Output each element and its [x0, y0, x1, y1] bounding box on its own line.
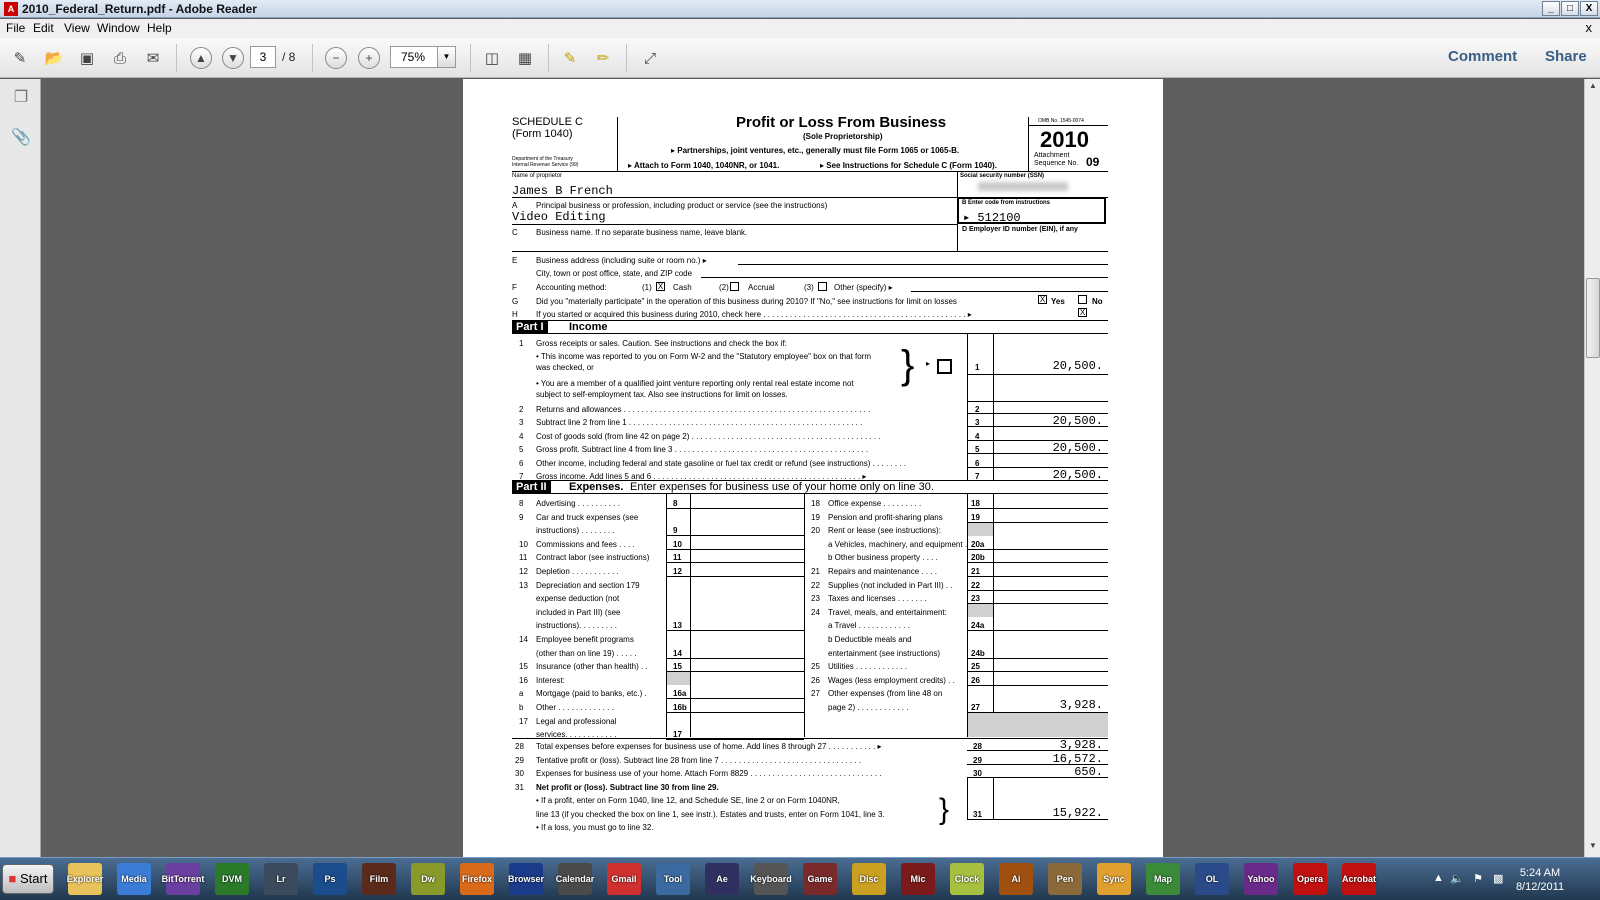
- expense-line-label: instructions). . . . . . . . .: [536, 621, 617, 631]
- expense-line-label: b Other business property . . . .: [828, 553, 938, 563]
- accounting-method-label: Accounting method:: [536, 283, 607, 292]
- expense-line-label: expense deduction (not: [536, 594, 620, 604]
- taskbar-app-acrobat[interactable]: Acrobat: [1342, 863, 1376, 895]
- line-b-label: B Enter code from instructions: [962, 200, 1051, 206]
- expense-box-number: 20b: [971, 553, 985, 563]
- expense-line-number: 24: [811, 607, 820, 617]
- create-pdf-icon[interactable]: ✎: [13, 50, 27, 67]
- cash-checkbox[interactable]: X: [657, 282, 664, 291]
- accrual-label: Accrual: [748, 283, 775, 292]
- part1-label: Part I: [512, 321, 548, 333]
- menu-view[interactable]: View: [64, 21, 90, 35]
- fit-width-icon[interactable]: ▦: [517, 50, 533, 67]
- expense-line-number: 22: [811, 580, 820, 590]
- expense-amount-field[interactable]: [993, 646, 1106, 658]
- expense-line-number: 15: [519, 662, 528, 672]
- line7-text: Gross income. Add lines 5 and 6 . . . . . . . . . . . . . . . . . . . . . . . . . . . . . . . . . . . . . . . . . . . . . . . ▸: [536, 472, 867, 481]
- attachments-icon[interactable]: 📎: [11, 129, 31, 146]
- expense-line-number: 25: [811, 662, 820, 672]
- line4-text: Cost of goods sold (from line 42 on page 2) . . . . . . . . . . . . . . . . . . . . . . . . . . . . . . . . . . . . . . . . . . .: [536, 432, 881, 441]
- method-1-num: (1): [642, 283, 652, 292]
- statutory-employee-checkbox[interactable]: [937, 359, 952, 374]
- adobe-reader-icon: A: [4, 2, 18, 16]
- menu-file[interactable]: File: [6, 21, 26, 35]
- expense-box-number: 24a: [971, 621, 985, 631]
- expense-line-number: 19: [811, 512, 820, 522]
- expense-box-number: 9: [673, 526, 678, 536]
- page-thumbnails-icon[interactable]: ❐: [13, 89, 29, 106]
- line-e-city: City, town or post office, state, and ZIP code: [536, 269, 693, 278]
- line-h-label: If you started or acquired this business during 2010, check here . . . . . . . . . . . . . . . . . . . . . . . . . . . . . . . . . . . . . . . . . . . . . . ▸: [536, 310, 972, 319]
- taskbar-app-ol[interactable]: OL: [1195, 863, 1229, 895]
- page-total: / 8: [282, 50, 296, 64]
- line-e-label: Business address (including suite or room no.) ▸: [536, 256, 707, 265]
- started-business-checkbox[interactable]: X: [1079, 308, 1086, 317]
- expense-line-label: Depletion . . . . . . . . . . .: [536, 567, 619, 576]
- other-method-checkbox[interactable]: [818, 282, 827, 291]
- part1-title: Income: [569, 321, 608, 333]
- part2-label: Part II: [512, 481, 551, 493]
- document-close-icon[interactable]: x: [1585, 20, 1592, 35]
- expense-row-rule: [666, 712, 804, 713]
- expense-line-label: Office expense . . . . . . . . .: [828, 499, 922, 508]
- expense-amount-field[interactable]: [993, 591, 1106, 603]
- expense-box-number: 8: [673, 499, 678, 508]
- expense-box-number: 25: [971, 662, 980, 672]
- taskbar-app-bittorrent[interactable]: BitTorrent: [166, 863, 200, 895]
- expense-line-number: 8: [519, 499, 524, 508]
- comment-button[interactable]: Comment: [1448, 48, 1518, 65]
- expense-line-label: Depreciation and section 179: [536, 580, 640, 590]
- line28-text: Total expenses before expenses for business use of home. Add lines 8 through 27 . . . . . . . . . . . ▸: [536, 742, 882, 751]
- expense-row-rule: [666, 630, 804, 631]
- expense-line-label: Rent or lease (see instructions):: [828, 526, 941, 536]
- expense-line-number: b: [519, 703, 524, 712]
- scroll-thumb[interactable]: [1586, 278, 1600, 358]
- zoom-in-icon[interactable]: +: [358, 47, 380, 69]
- brace-icon: }: [939, 793, 950, 826]
- menu-edit[interactable]: Edit: [33, 21, 54, 35]
- taskbar: [0, 857, 1600, 900]
- taskbar-app-keyboard[interactable]: Keyboard: [754, 863, 788, 895]
- participate-no-checkbox[interactable]: [1078, 295, 1087, 304]
- expense-line-number: 14: [519, 635, 528, 644]
- expense-row-rule: [666, 576, 804, 577]
- no-label: No: [1092, 297, 1103, 306]
- line-d-label: D Employer ID number (EIN), if any: [962, 226, 1078, 233]
- expense-line-label: entertainment (see instructions): [828, 648, 941, 658]
- next-page-icon[interactable]: ▼: [222, 47, 244, 69]
- sequence-number: 09: [1086, 155, 1100, 169]
- line-a-label: Principal business or profession, including product or service (see the instructions): [536, 201, 828, 210]
- expense-line-label: Repairs and maintenance . . . .: [828, 567, 937, 576]
- pdf-page: SCHEDULE C (Form 1040) Department of the Treasury Internal Revenue Service (99) Profit or Loss From Business (Sole Proprietorship) ▸ Partnerships, joint ventures, etc., generally must file Form 1065 or 1065-B. ▸ Attach to Form 1040, 1040NR, or 1041. ▸ See Instructions for Schedule C (Form 1040). OMB No. 1545-0074 2010 Attachment Sequence No. 09 Name of proprietor James B French Social security number (SSN) A Principal business or profession, including product or service (see the instructions) Video Editing B Enter code from instructions ▸ 512100 C Business name. If no separate business name, leave blank. D Employer ID number (EIN), if any E Business address (including suite or room no.) ▸ City, town or post office, state, and ZIP code F Accounting method: (1) X Cash (2) Accrual (3) Other (specify) ▸ G Did you "materially participate" in the operation of this business during 2010? If "No," see instructions for limit on losses X Yes No H If you started or acquired this business during 2010, check here . . . . . . . . . . . . . . . . . . . . . . . . . . . . . . . . . . . . . . . . . . . . . . ▸ X Part I Income 1 Gross receipts or sales. Caution. See instructions and check the box if: • This income was reported to you on Form W-2 and the "Statutory employee" box on that form was checked, or • You are a member of a qualified joint venture reporting only rental real estate income not subject to self-employment tax. Also see instructions for limit on losses. } ▸ 1 20,500. 2 Returns and allowances . . . . . . . . . . . . . . . . . . . . . . . . . . . . . . . . . . . . . . . . . . . . . . . . . . . . . . . . 2 3 Subtract line 2 from line 1 . . . . . . . . . . . . . . . . . . . . . . . . . . . . . . . . . . . . . . . . . . . . . . . . . . . . . 3 20,500. 4 Cost of goods sold (from line 42 on page 2) . . . . . . . . . . . . . . . . . . . . . . . . . . . . . . . . . . . . . . . . . . . 4 5 Gross profit. Subtract line 4 from line 3 . . . . . . . . . . . . . . . . . . . . . . . . . . . . . . . . . . . . . . . . . . . . 5 20,500. 6 Other income, including federal and state gasoline or fuel tax credit or refund (see instructions) . . . . . . . . 6 7 Gross income. Add lines 5 and 6 . . . . . . . . . . . . . . . . . . . . . . . . . . . . . . . . . . . . . . . . . . . . . . . ▸ 7 20,500. Part II Expenses. Enter expenses for business use of your home only on line 30. 3,928. 28 Total expenses before expenses for business use of home. Add lines 8 through 27 . . . . . . . . . . . ▸ 28 3,928. 29 Tentative profit or (loss). Subtract line 28 from line 7 . . . . . . . . . . . . . . . . . . . . . . . . . . . . . . . . 29 16,572. 30 Expenses for business use of your home. Attach Form 8829 . . . . . . . . . . . . . . . . . . . . . . . . . . . . . . 30 650. 31 Net profit or (loss). Subtract line 30 from line 29. • If a profit, enter on Form 1040, line 12, and Schedule SE, line 2 or on Form 1040NR, line 13 (if you checked the box on line 1, see instr.). Estates and trusts, enter on Form 1041, line 3. • If a loss, you must go to line 32. } 31 15,922. 8 Advertising . . . . . . . . . . 8 9 Car and truck expenses (see instructions) . . . . . . . . 9 10 Commissions and fees . . . . 10 11 Contract labor (see instructions) 11 12 Depletion . . . . . . . . . . . 12 13 Depreciation and section 179 expense deduction (not included in Part III) (see instructions). . . . . . . . . 13 14 Employee benefit programs (other than on line 19) . . . . . 14 15 Insurance (other than health) . . 15 16 Interest: a Mortgage (paid to banks, etc.) . 16a b Other . . . . . . . . . . . . . 16b 17 Legal and professional services. . . . . . . . . . . . 17 18 Office expense . . . . . . . . . 18 19 Pension and profit-sharing plans 19 20 Rent or lease (see instructions): a Vehicles, machinery, and equipment . 20a b Other business property . . . . 20b 21 Repairs and maintenance . . . . 21 22 Supplies (not included in Part III) . . 22 23 Taxes and licenses . . . . . . . 23 24 Travel, meals, and entertainment: a Travel . . . . . . . . . . . . 24a b Deductible meals and entertainment (see instructions) 24b 25 Utilities . . . . . . . . . . . . 25 26 Wages (less employment credits) . . 26 27 Other expenses (from line 48 on page 2) . . . . . . . . . . . . 27: [463, 79, 1163, 857]
- taskbar-app-pen[interactable]: Pen: [1048, 863, 1082, 895]
- part2-note: Enter expenses for business use of your home only on line 30.: [630, 481, 934, 493]
- expense-line-label: included in Part III) (see: [536, 607, 621, 617]
- expense-row-rule: [666, 739, 804, 740]
- scroll-up-icon[interactable]: ▲: [1589, 81, 1597, 90]
- line-e-letter: E: [512, 256, 518, 265]
- expense-box-number: 18: [971, 499, 980, 508]
- participate-yes-checkbox[interactable]: X: [1039, 295, 1046, 304]
- expense-line-label: instructions) . . . . . . . .: [536, 526, 615, 536]
- taskbar-app-ps[interactable]: Ps: [313, 863, 347, 895]
- expense-line-number: 12: [519, 567, 528, 576]
- expense-line-number: 17: [519, 716, 528, 726]
- window-controls: [1542, 1, 1598, 16]
- start-button[interactable]: ■ Start: [2, 864, 54, 894]
- expense-box-number: 27: [971, 703, 980, 712]
- expense-line-label: Wages (less employment credits) . .: [828, 675, 955, 685]
- form-subtitle: (Sole Proprietorship): [803, 132, 883, 141]
- taskbar-app-yahoo[interactable]: Yahoo: [1244, 863, 1278, 895]
- expense-line-number: 13: [519, 580, 528, 590]
- line1-statutory: • This income was reported to you on Form W-2 and the "Statutory employee" box on that form: [536, 352, 872, 361]
- expense-box-number: 12: [673, 567, 682, 576]
- brace-icon: }: [901, 343, 915, 387]
- line-c-letter: C: [512, 228, 518, 237]
- expense-line-label: Taxes and licenses . . . . . . .: [828, 594, 927, 604]
- form-title: Profit or Loss From Business: [736, 114, 947, 131]
- taskbar-app-sync[interactable]: Sync: [1097, 863, 1131, 895]
- share-button[interactable]: Share: [1545, 48, 1587, 65]
- expense-line-number: 18: [811, 499, 820, 508]
- expense-line-label: Pension and profit-sharing plans: [828, 512, 943, 522]
- flag-icon[interactable]: ⚑: [1473, 873, 1483, 885]
- yes-label: Yes: [1051, 297, 1065, 306]
- line1-self-employment: subject to self-employment tax. Also see instructions for limit on losses.: [536, 390, 788, 399]
- schedule-label: SCHEDULE C: [512, 116, 583, 128]
- expense-line-label: Utilities . . . . . . . . . . . .: [828, 662, 908, 672]
- expense-line-number: 9: [519, 512, 524, 522]
- expense-box-number: 17: [673, 730, 682, 740]
- save-icon[interactable]: ▣: [79, 50, 95, 67]
- expense-line-label: Employee benefit programs: [536, 635, 634, 644]
- expense-line-number: 26: [811, 675, 820, 685]
- expense-box-number: 15: [673, 662, 682, 672]
- expense-amount-field[interactable]: [692, 550, 802, 562]
- proprietor-name[interactable]: James B French: [512, 184, 613, 198]
- expense-box-number: 16b: [673, 703, 687, 712]
- taskbar-app-firefox[interactable]: Firefox: [460, 863, 494, 895]
- other-method-label: Other (specify) ▸: [834, 283, 893, 292]
- taskbar-app-ai[interactable]: Ai: [999, 863, 1033, 895]
- line29-text: Tentative profit or (loss). Subtract line 28 from line 7 . . . . . . . . . . . . . . . . . . . . . . . . . . . . . . . .: [536, 756, 861, 765]
- expense-row-rule: [967, 712, 1108, 713]
- minimize-button[interactable]: _: [1542, 1, 1560, 16]
- expense-amount-field[interactable]: [692, 537, 802, 549]
- expense-line-label: b Deductible meals and: [828, 635, 912, 644]
- expense-line-number: 10: [519, 539, 528, 549]
- irs-label: Internal Revenue Service (99): [512, 162, 579, 168]
- previous-page-icon[interactable]: ▲: [190, 47, 212, 69]
- expense-amount-field[interactable]: [692, 686, 802, 698]
- name-label: Name of proprietor: [512, 173, 563, 179]
- expense-line-label: a Travel . . . . . . . . . . . .: [828, 621, 910, 631]
- scroll-down-icon[interactable]: ▼: [1589, 841, 1597, 850]
- taskbar-app-gmail[interactable]: Gmail: [607, 863, 641, 895]
- expense-box-number: 20a: [971, 539, 985, 549]
- expense-box-number: 23: [971, 594, 980, 604]
- taskbar-app-explorer[interactable]: Explorer: [68, 863, 102, 895]
- expense-amount-field[interactable]: [692, 496, 802, 508]
- document-viewer[interactable]: [42, 79, 1584, 857]
- line-c-label: Business name. If no separate business name, leave blank.: [536, 228, 748, 237]
- expense-amount-field[interactable]: [993, 510, 1106, 522]
- expense-line-number: 23: [811, 594, 820, 604]
- expense-line-label: (other than on line 19) . . . . .: [536, 648, 637, 658]
- menu-bar: [0, 19, 1600, 38]
- start-label: Start: [20, 871, 48, 886]
- attach-note: ▸ Attach to Form 1040, 1040NR, or 1041.: [628, 161, 780, 170]
- expense-line-label: a Vehicles, machinery, and equipment .: [828, 539, 968, 549]
- taskbar-app-media[interactable]: Media: [117, 863, 151, 895]
- expense-amount-field[interactable]: [692, 659, 802, 671]
- line-a-letter: A: [512, 201, 518, 210]
- volume-icon[interactable]: 🔈: [1450, 873, 1464, 885]
- expense-box-number: 13: [673, 621, 682, 631]
- line2-text: Returns and allowances . . . . . . . . . . . . . . . . . . . . . . . . . . . . . . . . . . . . . . . . . . . . . . . . . . . . . . . .: [536, 405, 871, 414]
- expense-row-rule: [666, 508, 804, 509]
- clock-time: 5:24 AM: [1519, 867, 1561, 879]
- print-icon[interactable]: ⎙: [113, 49, 126, 67]
- expense-amount-field[interactable]: [993, 700, 1106, 712]
- line30-amount[interactable]: 650.: [1074, 765, 1103, 779]
- taskbar-app-calendar[interactable]: Calendar: [558, 863, 592, 895]
- expense-box-number: 11: [673, 553, 682, 563]
- cash-label: Cash: [673, 283, 692, 292]
- window-title: 2010_Federal_Return.pdf - Adobe Reader: [22, 2, 257, 16]
- expense-box-number: 21: [971, 567, 980, 576]
- omb-number: OMB No. 1545-0074: [1038, 118, 1084, 124]
- title-bar: [0, 0, 1600, 18]
- expense-box-number: 24b: [971, 648, 985, 658]
- dept-label: Department of the Treasury: [512, 156, 573, 162]
- expense-row-rule: [967, 630, 1108, 631]
- expense-amount-field[interactable]: [993, 578, 1106, 590]
- line7-amount[interactable]: 20,500.: [1052, 468, 1103, 482]
- fit-page-icon[interactable]: ◫: [484, 50, 500, 67]
- zoom-value: 75%: [401, 50, 426, 64]
- taskbar-app-clock[interactable]: Clock: [950, 863, 984, 895]
- expense-line-label: Advertising . . . . . . . . . .: [536, 499, 621, 508]
- method-3-num: (3): [804, 283, 814, 292]
- expense-amount-field[interactable]: [993, 673, 1106, 685]
- expense-amount-field[interactable]: [993, 550, 1106, 562]
- line6-text: Other income, including federal and state gasoline or fuel tax credit or refund (see instructions) . . . . . . . .: [536, 459, 906, 468]
- sticky-note-icon[interactable]: ✎: [563, 50, 577, 67]
- zoom-out-icon[interactable]: −: [325, 47, 347, 69]
- expense-line-label: Mortgage (paid to banks, etc.) .: [536, 689, 647, 699]
- toolbar: [0, 38, 1600, 78]
- expense-box-number: 19: [971, 512, 980, 522]
- expense-amount-field[interactable]: [692, 727, 802, 739]
- form-number: (Form 1040): [512, 128, 573, 140]
- taskbar-app-film[interactable]: Film: [362, 863, 396, 895]
- navigation-panel: [0, 79, 41, 857]
- ssn-redacted: [978, 182, 1068, 191]
- taskbar-app-ae[interactable]: Ae: [705, 863, 739, 895]
- expense-box-number: 10: [673, 539, 682, 549]
- line30-text: Expenses for business use of your home. Attach Form 8829 . . . . . . . . . . . . . . . . . . . . . . . . . . . . . .: [536, 769, 882, 778]
- line29-amount[interactable]: 16,572.: [1052, 752, 1103, 766]
- chevron-down-icon[interactable]: ▼: [437, 47, 455, 67]
- expense-line-number: 27: [811, 689, 820, 699]
- expense-line-number: a: [519, 689, 524, 699]
- expense-amount-field[interactable]: [993, 496, 1106, 508]
- line3-text: Subtract line 2 from line 1 . . . . . . . . . . . . . . . . . . . . . . . . . . . . . . . . . . . . . . . . . . . . . . . . . . . . .: [536, 418, 863, 427]
- business-code[interactable]: ▸ 512100: [963, 211, 1021, 225]
- line1-text: Gross receipts or sales. Caution. See instructions and check the box if:: [536, 339, 787, 348]
- full-screen-icon[interactable]: ⤢: [643, 49, 656, 67]
- expense-line-label: Car and truck expenses (see: [536, 512, 639, 522]
- expense-row-rule: [967, 685, 1108, 686]
- taskbar-app-opera[interactable]: Opera: [1293, 863, 1327, 895]
- sequence-label: Sequence No.: [1034, 160, 1079, 167]
- taskbar-app-disc[interactable]: Disc: [852, 863, 886, 895]
- menu-help[interactable]: Help: [147, 21, 172, 35]
- expense-box-number: 26: [971, 675, 980, 685]
- line28-amount[interactable]: 3,928.: [1059, 738, 1103, 752]
- expense-box-number: 16a: [673, 689, 687, 699]
- expense-amount-field[interactable]: [692, 618, 802, 630]
- expense-line-number: 16: [519, 675, 528, 685]
- taskbar-app-mic[interactable]: Mic: [901, 863, 935, 895]
- taskbar-app-map[interactable]: Map: [1146, 863, 1180, 895]
- method-2-num: (2): [719, 283, 729, 292]
- open-icon[interactable]: 📂: [44, 50, 64, 67]
- expense-line-label: Other . . . . . . . . . . . . .: [536, 703, 614, 712]
- expense-line-label: page 2) . . . . . . . . . . . .: [828, 703, 909, 712]
- arrow-icon: ▸: [926, 359, 931, 368]
- expense-line-number: 21: [811, 567, 820, 576]
- line-g-label: Did you "materially participate" in the operation of this business during 2010? If "No," see instructions for limit on losses: [536, 297, 957, 306]
- line3-amount[interactable]: 20,500.: [1052, 414, 1103, 428]
- expense-line-label: Commissions and fees . . . .: [536, 539, 635, 549]
- accrual-checkbox[interactable]: [730, 282, 739, 291]
- expense-line-number: 11: [519, 553, 528, 563]
- ssn-label: Social security number (SSN): [960, 173, 1045, 179]
- line31-trusts: line 13 (if you checked the box on line 1, see instr.). Estates and trusts, enter on Form 1041, line 3.: [536, 810, 885, 819]
- attachment-label: Attachment: [1034, 152, 1070, 159]
- expense-amount-field[interactable]: [692, 564, 802, 576]
- line5-text: Gross profit. Subtract line 4 from line 3 . . . . . . . . . . . . . . . . . . . . . . . . . . . . . . . . . . . . . . . . . . . .: [536, 445, 869, 454]
- line31-loss: • If a loss, you must go to line 32.: [536, 823, 654, 832]
- part2-title: Expenses.: [569, 481, 624, 493]
- highlight-icon[interactable]: ✏: [596, 50, 610, 67]
- expense-line-label: Contract labor (see instructions): [536, 553, 650, 563]
- expense-box-number: 22: [971, 580, 980, 590]
- expense-amount-field[interactable]: [993, 618, 1106, 630]
- expense-line-label: services. . . . . . . . . . . .: [536, 730, 617, 740]
- line1-checked: was checked, or: [536, 363, 594, 372]
- expense-line-label: Legal and professional: [536, 716, 617, 726]
- line-f-letter: F: [512, 283, 517, 292]
- line1-joint-venture: • You are a member of a qualified joint venture reporting only rental real estate income not: [536, 379, 854, 388]
- expense-line-label: Travel, meals, and entertainment:: [828, 607, 947, 617]
- zoom-select[interactable]: [390, 46, 456, 68]
- clock[interactable]: [1510, 866, 1570, 894]
- tax-year: 2010: [1040, 127, 1089, 152]
- line31-amount[interactable]: 15,922.: [1052, 806, 1103, 820]
- clock-date: 8/12/2011: [1515, 881, 1565, 893]
- taskbar-app-game[interactable]: Game: [803, 863, 837, 895]
- expense-line-number: 20: [811, 526, 820, 536]
- line-h-letter: H: [512, 310, 518, 319]
- expense-amount-field[interactable]: [993, 537, 1106, 549]
- line1-amount[interactable]: 20,500.: [1052, 359, 1103, 373]
- close-button[interactable]: X: [1580, 1, 1598, 16]
- expense-amount-field[interactable]: [692, 700, 802, 712]
- taskbar-app-tool[interactable]: Tool: [656, 863, 690, 895]
- expense-line-label: Supplies (not included in Part III) . .: [828, 580, 953, 590]
- line-g-letter: G: [512, 297, 519, 306]
- taskbar-app-browser[interactable]: Browser: [509, 863, 543, 895]
- expense-amount-field[interactable]: [692, 646, 802, 658]
- expense-amount-field[interactable]: [993, 564, 1106, 576]
- expense-row-rule: [666, 671, 804, 672]
- partnerships-note: ▸ Partnerships, joint ventures, etc., generally must file Form 1065 or 1065-B.: [671, 146, 960, 155]
- expense-line-label: Interest:: [536, 675, 565, 685]
- expense-box-number: 14: [673, 648, 682, 658]
- expense-row-rule: [967, 603, 1108, 604]
- line27-amount[interactable]: 3,928.: [1059, 698, 1103, 712]
- instructions-note: ▸ See Instructions for Schedule C (Form 1040).: [820, 161, 997, 170]
- email-icon[interactable]: ✉: [146, 50, 160, 67]
- tray-chevron-icon[interactable]: ▲: [1433, 872, 1444, 884]
- taskbar-app-dw[interactable]: Dw: [411, 863, 445, 895]
- line31-text: Net profit or (loss). Subtract line 30 from line 29.: [536, 783, 719, 792]
- taskbar-app-lr[interactable]: Lr: [264, 863, 298, 895]
- vertical-scrollbar[interactable]: [1584, 79, 1600, 857]
- menu-window[interactable]: Window: [97, 21, 140, 35]
- expense-amount-field[interactable]: [993, 659, 1106, 671]
- principal-business[interactable]: Video Editing: [512, 210, 606, 224]
- expense-line-label: Insurance (other than health) . .: [536, 662, 648, 672]
- line31-profit: • If a profit, enter on Form 1040, line 12, and Schedule SE, line 2 or on Form 1040NR,: [536, 796, 840, 805]
- expense-row-rule: [967, 522, 1108, 523]
- network-icon[interactable]: ▩: [1493, 873, 1504, 885]
- line5-amount[interactable]: 20,500.: [1052, 441, 1103, 455]
- maximize-button[interactable]: □: [1561, 1, 1579, 16]
- taskbar-app-dvm[interactable]: DVM: [215, 863, 249, 895]
- expense-amount-field[interactable]: [692, 523, 802, 535]
- page-number-input[interactable]: [250, 46, 276, 68]
- expense-line-label: Other expenses (from line 48 on: [828, 689, 943, 699]
